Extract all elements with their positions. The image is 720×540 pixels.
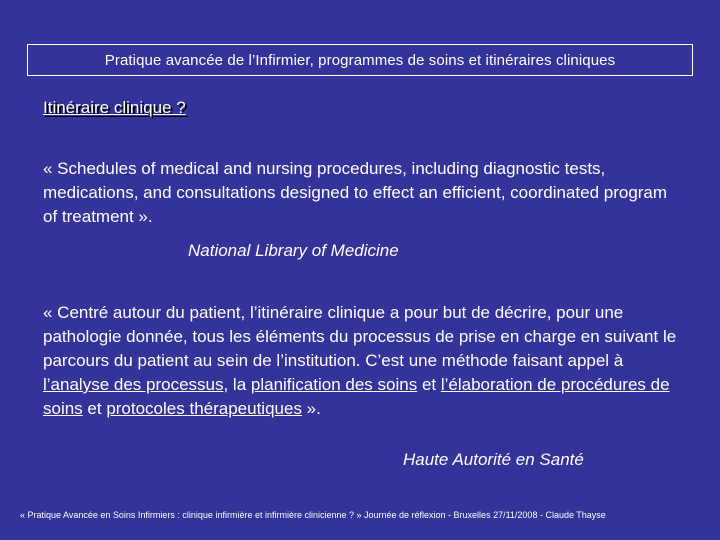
term-care-procedures: l’élaboration de procédures de soins — [43, 375, 670, 418]
quote-source-has: Haute Autorité en Santé — [403, 450, 584, 469]
quote-definition-fr — [43, 301, 683, 421]
quote-source-nlm: National Library of Medicine — [188, 241, 399, 260]
quote-fr-sep3: et — [82, 399, 107, 418]
quote-fr-end: ». — [301, 399, 321, 418]
term-care-planning: planification des soins — [250, 375, 418, 394]
section-heading: Itinéraire clinique ? — [43, 98, 186, 117]
term-therapeutic-protocols: protocoles thérapeutiques — [106, 399, 302, 418]
quote-fr-intro: « Centré autour du patient, l’itinéraire clinique a pour but de décrire, pour une pathologie donnée, tous les éléments du processus de prise en charge en suivant le parcours du patient au sein de l’institution. C’est une méthode faisant appel à — [43, 303, 677, 370]
quote-definition-en: « Schedules of medical and nursing procedures, including diagnostic tests, medications, and consultations designed to effect an efficient, coordinated program of treatment ». — [43, 159, 668, 226]
slide-footer: « Pratique Avancée en Soins Infirmiers : clinique infirmière et infirmière clinicienne ? » Journée de réflexion - Bruxelles 27/11/2008 - Claude Thayse — [20, 510, 606, 520]
slide-title-text: Pratique avancée de l’Infirmier, programmes de soins et itinéraires cliniques — [104, 51, 616, 69]
term-process-analysis: l’analyse des processus — [43, 375, 224, 394]
slide-title — [27, 44, 693, 76]
quote-fr-sep1: , la — [223, 375, 251, 394]
quote-fr-sep2: et — [417, 375, 441, 394]
